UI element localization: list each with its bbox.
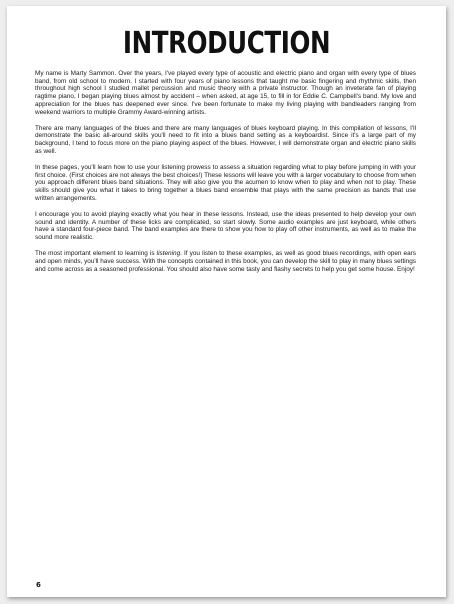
paragraph-1: My name is Marty Sammon. Over the years, I've played every type of acoustic and electric piano and organ with every type of blues band, from old school to modern. I started with four years of piano lessons that taught me basic fingering and rhythmic skills, then throughout high school I studied mallet percussion and music theory with a private instructor. Though an inveterate fan of playing ragtime piano, I began playing blues almost by accident – when asked, at age 15, to fill in for Eddie C. Campbell's band. My love and appreciation for the blues has deepened ever since. I've been fortunate to make my living playing with bandleaders ranging from weekend warriors to multiple Grammy Award-winning artists. <box>35 70 416 116</box>
paragraph-5 <box>35 250 416 273</box>
page-title: INTRODUCTION <box>122 26 331 61</box>
page-number: 6 <box>36 581 41 589</box>
paragraph-3-text-after: to play. These skills should give you what it takes to bring together a blues band ensemble that plays with the same precision as bands that use written arrangements. <box>35 179 417 202</box>
paragraph-3 <box>35 164 416 203</box>
paragraph-3-text-before: In these pages, you'll learn how to use your listening prowess to assess a situation regarding what to play before jumping in with your first choice. (First choices are not always the best choices!) These lessons will leave you with a larger vocabulary to choose from when you approach different blues band situations. They will also give you the acumen to know when to play and when <box>35 164 416 187</box>
paragraph-4: I encourage you to avoid playing exactly what you hear in these lessons. Instead, use the ideas presented to help develop your own sound and identity. A number of these licks are complicated, so start slowly. Some audio examples are just keyboard, while others have a standard four-piece band. The band examples are there to show you how to play off other instruments, as well as to make the sound more realistic. <box>35 211 416 242</box>
paragraph-2: There are many languages of the blues and there are many languages of blues keyboard playing. In this compilation of lessons, I'll demonstrate the basic all-around skills you'll need to fit into a blues band setting as a keyboardist. Since it's a large part of my background, I tend to focus more on the piano playing aspect of the blues. However, I will demonstrate organ and electric piano skills as well. <box>35 124 416 155</box>
paragraph-5-emphasis: listening <box>156 250 181 258</box>
paragraph-5-text-after: . If you listen to these examples, as well as good blues recordings, with open ears and open minds, you'll have success. With the concepts contained in this book, you can develop the skill to play in many blues settings and come across as a seasoned professional. You should also have some tasty and flashy secrets to help you get some house. Enjoy! <box>35 250 416 273</box>
book-page <box>7 6 446 597</box>
paragraph-3-emphasis: not <box>364 179 374 187</box>
paragraph-5-text-before: The most important element to learning is <box>35 250 157 258</box>
introduction-body <box>35 70 416 282</box>
